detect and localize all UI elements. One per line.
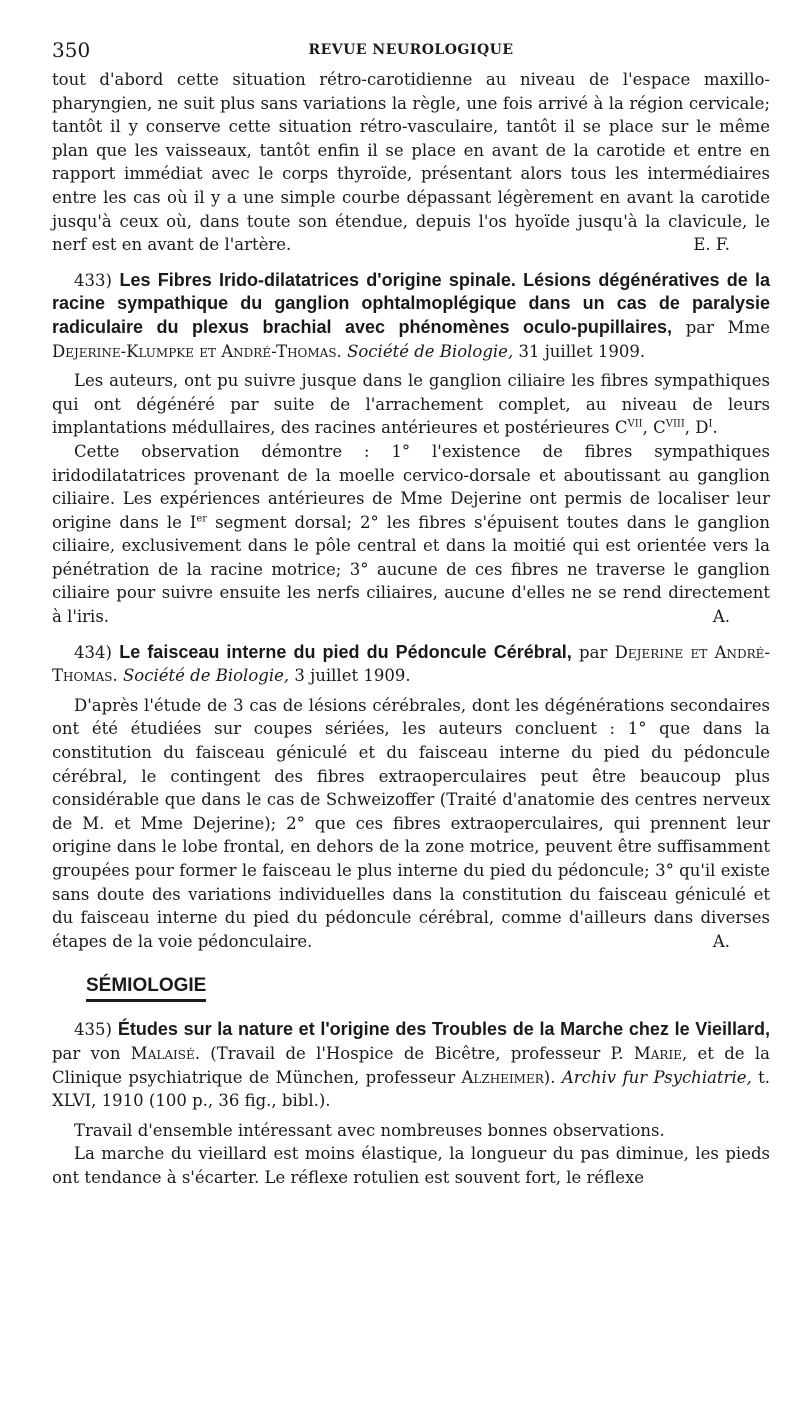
page — [52, 38, 770, 1190]
entry-435-paragraph-2: La marche du vieillard est moins élastique, la longueur du pas diminue, les pieds ont tendance à s'écarter. Le réflexe rotulien est souvent fort, le réflexe — [52, 1144, 770, 1187]
entry-434 — [52, 641, 770, 954]
entry-434-title: Le faisceau interne du pied du Pédoncule Cérébral, — [119, 641, 572, 662]
entry-433 — [52, 269, 770, 629]
entry-433-source: Société de Biologie, — [347, 341, 514, 361]
intro-signature: E. F. — [693, 235, 730, 255]
entry-435-paragraph-1: Travail d'ensemble intéressant avec nombreuses bonnes observations. — [74, 1120, 665, 1140]
entry-434-heading: 434) Le faisceau interne du pied du Pédoncule Cérébral, par Dejerine et André-Thomas. Société de Biologie, 3 juillet 1909. — [52, 641, 771, 686]
page-header — [52, 38, 770, 68]
entry-433-paragraph-2: Cette observation démontre : 1° l'existence de fibres sympathiques iridodilatatrices provenant de la moelle cervico-dorsale et aboutissant au ganglion ciliaire. Les expériences antérieures de Mme Dejerine ont permis de localiser leur origine dans le Ier segment dorsal; 2° les fibres s'épuisent toutes dans le ganglion ciliaire, exclusivement dans le pôle central et dans la moitié qui est orientée vers la pénétration de la racine motrice; 3° aucune de ces fibres ne traverse le ganglion ciliaire pour suivre ensuite les nerfs ciliaires, aucune d'elles ne se rend directement à l'iris. A. — [52, 440, 770, 629]
section-heading: SÉMIOLOGIE — [86, 975, 206, 1002]
running-title: REVUE NEUROLOGIQUE — [308, 42, 514, 58]
intro-paragraph: tout d'abord cette situation rétro-carotidienne au niveau de l'espace maxillo-pharyngien, ne suit plus sans variations la règle, une fois arrivé à la région cervicale; tantôt il y conserve cette situation rétro-vasculaire, tantôt il se place sur le même plan que les vaisseaux, tantôt enfin il se place en avant de la carotide et entre en rapport immédiat avec le corps thyroïde, présentant alors tous les intermédiaires entre les cas où il y a une simple courbe dépassant légèrement en avant la carotide jusqu'à ceux où, dans toute son étendue, depuis l'os hyoïde jusqu'à la clavicule, le nerf est en avant de l'artère. E. F. — [52, 68, 770, 257]
entry-435-heading: 435) Études sur la nature et l'origine des Troubles de la Marche chez le Vieillard, par von Malaisé. (Travail de l'Hospice de Bicêtre, professeur P. Marie, et de la Clinique psychiatrique de München, professeur Alzheimer). Archiv fur Psychiatrie, t. XLVI, 1910 (100 p., 36 fig., bibl.). — [52, 1019, 771, 1111]
entry-435-author: Malaisé. — [130, 1043, 200, 1063]
entry-434-source: Société de Biologie, — [122, 666, 290, 686]
entry-435-title: Études sur la nature et l'origine des Troubles de la Marche chez le Vieillard, — [117, 1019, 770, 1040]
entry-433-title: Les Fibres Irido-dilatatrices d'origine spinale. Lésions dégénératives de la racine sympathique du ganglion ophtalmoplégique dans un cas de paralysie radiculaire du plexus brachial avec phénomènes oculo-pupillaires, — [52, 269, 771, 337]
entry-434-signature: A. — [712, 931, 730, 951]
entry-434-paragraph-1: D'après l'étude de 3 cas de lésions cérébrales, dont les dégénérations secondaires ont été étudiées sur coupes sériées, les auteurs concluent : 1° que dans la constitution du faisceau géniculé et du faisceau interne du pied du pédoncule cérébral, le contingent des fibres extraoperculaires peut être beaucoup plus considérable que dans le cas de Schweizoffer (Traité d'anatomie des centres nerveux de M. et Mme Dejerine); 2° que ces fibres extraoperculaires, qui prennent leur origine dans le lobe frontal, en dehors de la zone motrice, peuvent être suffisamment groupées pour former le faisceau le plus interne du pied du pédoncule; 3° qu'il existe sans doute des variations individuelles dans la constitution du faisceau géniculé et du faisceau interne du pied du pédoncule cérébral, comme d'ailleurs dans diverses étapes de la voie pédonculaire. A. — [52, 694, 770, 954]
entry-433-heading: 433) Les Fibres Irido-dilatatrices d'origine spinale. Lésions dégénératives de la racine sympathique du ganglion ophtalmoplégique dans un cas de paralysie radiculaire du plexus brachial avec phénomènes oculo-pupillaires, par Mme Dejerine-Klumpke et André-Thomas. Société de Biologie, 31 juillet 1909. — [52, 269, 771, 361]
page-number: 350 — [52, 38, 91, 62]
entry-433-authors: Dejerine-Klumpke et André-Thomas. — [52, 341, 342, 361]
entry-435 — [52, 1018, 770, 1189]
entry-433-signature: A. — [712, 607, 730, 627]
entry-434-authors: Dejerine et André-Thomas. — [52, 642, 771, 686]
entry-433-paragraph-1: Les auteurs, ont pu suivre jusque dans le ganglion ciliaire les fibres sympathiques qui ont dégénéré par suite de l'arrachement complet, au niveau de leurs implantations médullaires, des racines antérieures et postérieures $C^{VII}$, $C^{VIII}$, $D^I$. — [52, 371, 770, 438]
entry-435-source: Archiv fur Psychiatrie, — [561, 1067, 752, 1087]
